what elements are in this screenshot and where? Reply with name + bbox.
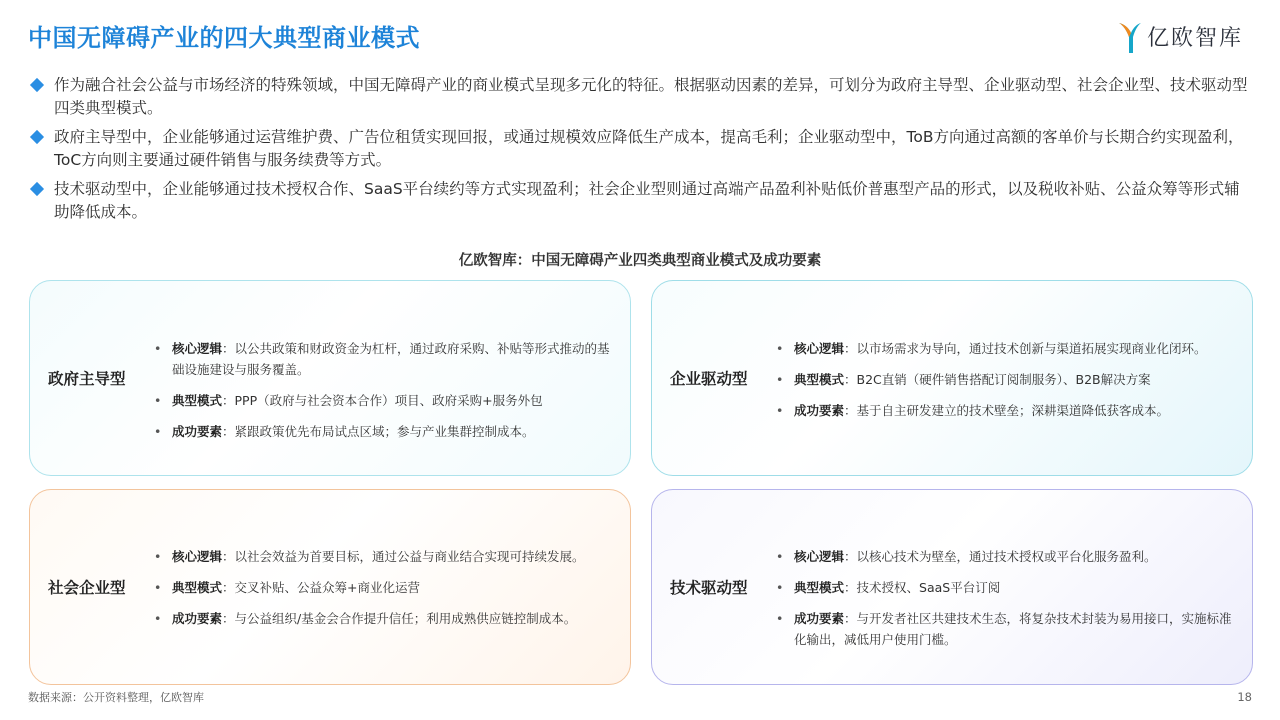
card-item: [776, 338, 1234, 359]
card-technology-driven: [651, 489, 1253, 685]
bullet-text: 技术驱动型中，企业能够通过技术授权合作、SaaS平台续约等方式实现盈利；社会企业型则通过高端产品盈利补贴低价普惠型产品的形式，以及税收补贴、公益众筹等形式辅助降低成本。: [54, 180, 1240, 221]
diamond-bullet-icon: [30, 130, 44, 144]
card-label: 企业驱动型: [670, 370, 748, 388]
item-key: 典型模式: [172, 580, 223, 595]
card-item: [776, 577, 1234, 598]
item-key: 典型模式: [794, 372, 845, 387]
card-item: [154, 608, 612, 629]
intro-bullet: [30, 126, 1255, 172]
logo: [1117, 17, 1257, 57]
intro-bullets: [30, 74, 1255, 230]
item-key: 核心逻辑: [172, 549, 223, 564]
item-text: ：基于自主研发建立的技术壁垒；深耕渠道降低获客成本。: [844, 403, 1170, 418]
card-item: [154, 546, 612, 567]
item-key: 成功要素: [172, 424, 223, 439]
item-key: 成功要素: [794, 403, 845, 418]
item-text: ：与公益组织/基金会合作提升信任；利用成熟供应链控制成本。: [222, 611, 577, 626]
card-item: [776, 608, 1234, 650]
intro-bullet: [30, 178, 1255, 224]
card-items: [154, 546, 612, 639]
item-key: 成功要素: [794, 611, 845, 626]
section-title: 亿欧智库：中国无障碍产业四类典型商业模式及成功要素: [458, 253, 822, 269]
card-label: 社会企业型: [48, 579, 126, 597]
item-text: ：技术授权、SaaS平台订阅: [844, 580, 1001, 595]
logo-text: 亿欧智库: [1147, 26, 1244, 51]
diamond-bullet-icon: [30, 78, 44, 92]
card-item: [154, 577, 612, 598]
item-key: 核心逻辑: [794, 549, 845, 564]
card-item: [154, 421, 612, 442]
footer-source: 数据来源：公开资料整理，亿欧智库: [28, 691, 204, 704]
card-item: [776, 369, 1234, 390]
page-number: 18: [1237, 690, 1252, 704]
item-text: ：B2C直销（硬件销售搭配订阅制服务）、B2B解决方案: [844, 372, 1151, 387]
item-key: 核心逻辑: [794, 341, 845, 356]
bullet-text: 政府主导型中，企业能够通过运营维护费、广告位租赁实现回报，或通过规模效应降低生产成本，提高毛利；企业驱动型中，ToB方向通过高额的客单价与长期合约实现盈利，ToC方向则主要通过硬件销售与服务续费等方式。: [54, 128, 1244, 169]
item-text: ：PPP（政府与社会资本合作）项目、政府采购+服务外包: [222, 393, 543, 408]
item-text: ：以社会效益为首要目标，通过公益与商业结合实现可持续发展。: [222, 549, 585, 564]
logo-mark-icon: [1117, 19, 1143, 55]
bullet-text: 作为融合社会公益与市场经济的特殊领域，中国无障碍产业的商业模式呈现多元化的特征。根据驱动因素的差异，可划分为政府主导型、企业驱动型、社会企业型、技术驱动型四类典型模式。: [54, 76, 1248, 117]
item-text: ：以公共政策和财政资金为杠杆，通过政府采购、补贴等形式推动的基础设施建设与服务覆盖。: [172, 341, 610, 377]
card-label: 政府主导型: [48, 370, 126, 388]
item-text: ：以核心技术为壁垒，通过技术授权或平台化服务盈利。: [844, 549, 1157, 564]
card-items: [776, 338, 1234, 431]
item-key: 典型模式: [794, 580, 845, 595]
card-items: [154, 338, 612, 452]
card-enterprise-driven: [651, 280, 1253, 476]
diamond-bullet-icon: [30, 182, 44, 196]
page-title: 中国无障碍产业的四大典型商业模式: [28, 24, 420, 52]
item-text: ：以市场需求为导向，通过技术创新与渠道拓展实现商业化闭环。: [844, 341, 1207, 356]
card-item: [154, 338, 612, 380]
item-text: ：交叉补贴、公益众筹+商业化运营: [222, 580, 420, 595]
item-key: 核心逻辑: [172, 341, 223, 356]
card-item: [776, 546, 1234, 567]
card-social-enterprise: [29, 489, 631, 685]
card-item: [154, 390, 612, 411]
intro-bullet: [30, 74, 1255, 120]
item-key: 典型模式: [172, 393, 223, 408]
card-item: [776, 400, 1234, 421]
item-text: ：与开发者社区共建技术生态，将复杂技术封装为易用接口，实施标准化输出，减低用户使用门槛。: [794, 611, 1232, 647]
item-text: ：紧跟政策优先布局试点区域；参与产业集群控制成本。: [222, 424, 535, 439]
card-items: [776, 546, 1234, 660]
card-government-led: [29, 280, 631, 476]
card-label: 技术驱动型: [670, 579, 748, 597]
item-key: 成功要素: [172, 611, 223, 626]
